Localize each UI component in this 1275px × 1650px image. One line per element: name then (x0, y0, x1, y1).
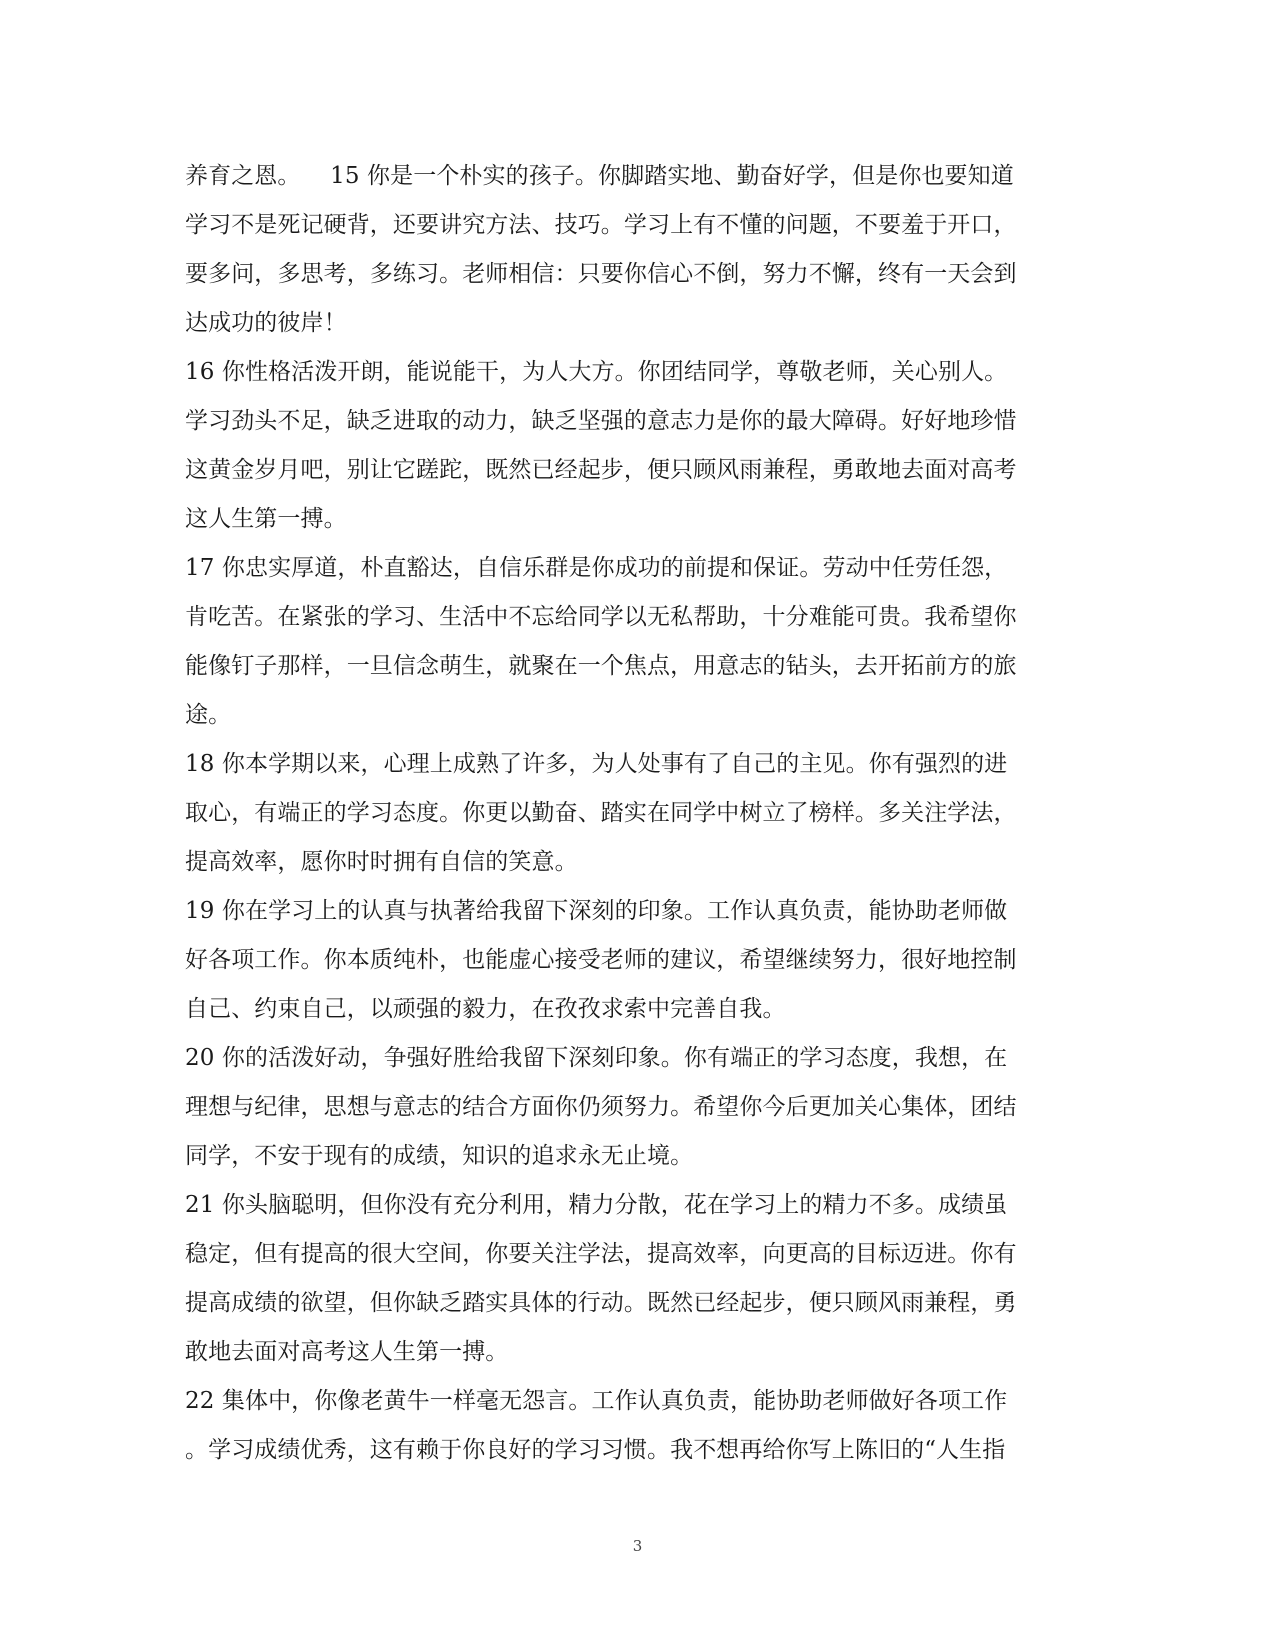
text-line: 22 集体中，你像老黄牛一样毫无怨言。工作认真负责，能协助老师做好各项工作 (185, 1388, 1008, 1414)
text-line: 提高效率，愿你时时拥有自信的笑意。 (185, 849, 578, 875)
text-line: 18 你本学期以来，心理上成熟了许多，为人处事有了自己的主见。你有强烈的进 (185, 751, 1008, 777)
text-line: 学习劲头不足，缺乏进取的动力，缺乏坚强的意志力是你的最大障碍。好好地珍惜 (185, 408, 1017, 434)
text-line: 20 你的活泼好动，争强好胜给我留下深刻印象。你有端正的学习态度，我想，在 (185, 1045, 1008, 1071)
text-line: 途。 (185, 702, 232, 728)
text-line: 自己、约束自己，以顽强的毅力，在孜孜求索中完善自我。 (185, 996, 786, 1022)
body-text (185, 152, 1090, 1475)
text-line: 学习不是死记硬背，还要讲究方法、技巧。学习上有不懂的问题，不要羞于开口， (185, 212, 1017, 238)
text-line: 16 你性格活泼开朗，能说能干，为人大方。你团结同学，尊敬老师，关心别人。 (185, 359, 1008, 385)
text-line: 要多问，多思考，多练习。老师相信：只要你信心不倒，努力不懈，终有一天会到 (185, 261, 1017, 287)
text-line: 21 你头脑聪明，但你没有充分利用，精力分散，花在学习上的精力不多。成绩虽 (185, 1192, 1008, 1218)
text-line: 好各项工作。你本质纯朴，也能虚心接受老师的建议，希望继续努力，很好地控制 (185, 947, 1017, 973)
text-line: 取心，有端正的学习态度。你更以勤奋、踏实在同学中树立了榜样。多关注学法， (185, 800, 1017, 826)
text-line: 提高成绩的欲望，但你缺乏踏实具体的行动。既然已经起步，便只顾风雨兼程，勇 (185, 1290, 1017, 1316)
text-line: 达成功的彼岸！ (185, 310, 347, 336)
text-line: 敢地去面对高考这人生第一搏。 (185, 1339, 509, 1365)
text-line: 19 你在学习上的认真与执著给我留下深刻的印象。工作认真负责，能协助老师做 (185, 898, 1008, 924)
text-line: 肯吃苦。在紧张的学习、生活中不忘给同学以无私帮助，十分难能可贵。我希望你 (185, 604, 1017, 630)
text-line: 能像钉子那样，一旦信念萌生，就聚在一个焦点，用意志的钻头，去开拓前方的旅 (185, 653, 1017, 679)
text-line: 理想与纪律，思想与意志的结合方面你仍须努力。希望你今后更加关心集体，团结 (185, 1094, 1017, 1120)
text-line: 。学习成绩优秀，这有赖于你良好的学习习惯。我不想再给你写上陈旧的“人生指 (185, 1437, 1006, 1463)
text-line: 这黄金岁月吧，别让它蹉跎，既然已经起步，便只顾风雨兼程，勇敢地去面对高考 (185, 457, 1017, 483)
page-number: 3 (632, 1537, 643, 1555)
text-line: 这人生第一搏。 (185, 506, 347, 532)
text-line: 17 你忠实厚道，朴直豁达，自信乐群是你成功的前提和保证。劳动中任劳任怨， (185, 555, 1008, 581)
text-line: 同学，不安于现有的成绩，知识的追求永无止境。 (185, 1143, 694, 1169)
text-line: 稳定，但有提高的很大空间，你要关注学法，提高效率，向更高的目标迈进。你有 (185, 1241, 1017, 1267)
text-line: 养育之恩。 15 你是一个朴实的孩子。你脚踏实地、勤奋好学，但是你也要知道 (185, 163, 1014, 189)
